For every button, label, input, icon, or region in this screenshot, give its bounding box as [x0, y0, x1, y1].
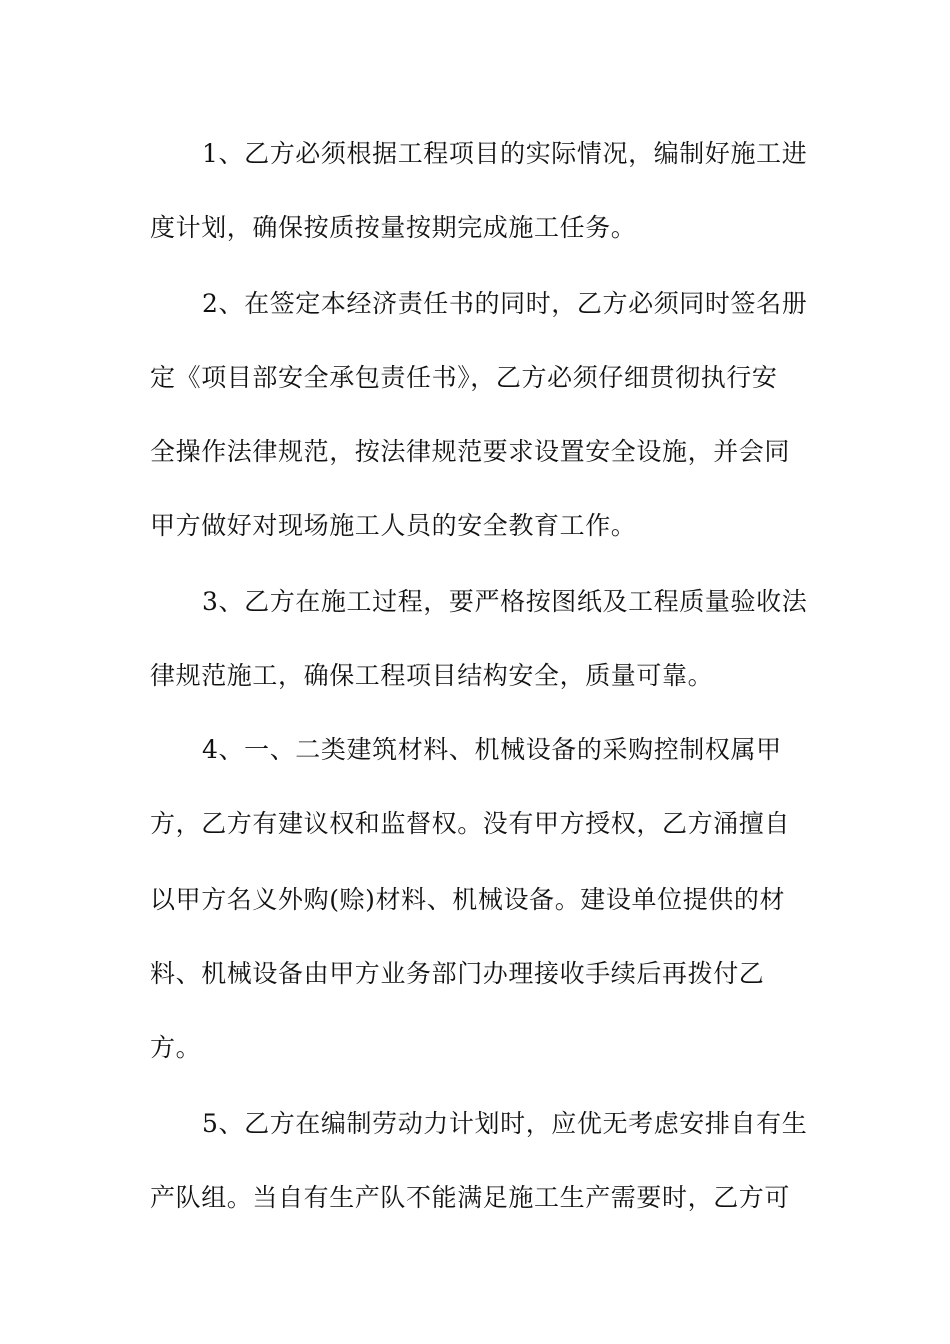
paragraph-4-line-5: 方。 [150, 1033, 202, 1062]
paragraph-4-line-2: 方，乙方有建议权和监督权。没有甲方授权，乙方涌擅自 [150, 809, 791, 838]
paragraph-5-line-2: 产队组。当自有生产队不能满足施工生产需要时，乙方可 [150, 1183, 791, 1212]
paragraph-4-line-3: 以甲方名义外购(赊)材料、机械设备。建设单位提供的材 [150, 885, 786, 914]
paragraph-3-line-1: 3、乙方在施工过程，要严格按图纸及工程质量验收法 [202, 587, 808, 616]
paragraph-2-line-4: 甲方做好对现场施工人员的安全教育工作。 [150, 511, 637, 540]
paragraph-1-line-2: 度计划，确保按质按量按期完成施工任务。 [150, 213, 637, 242]
paragraph-1-line-1: 1、乙方必须根据工程项目的实际情况，编制好施工进 [202, 139, 808, 168]
paragraph-2-line-3: 全操作法律规范，按法律规范要求设置安全设施，并会同 [150, 437, 791, 466]
paragraph-4-line-1: 4、一、二类建筑材料、机械设备的采购控制权属甲 [202, 735, 782, 764]
paragraph-4-line-4: 料、机械设备由甲方业务部门办理接收手续后再拨付乙 [150, 959, 765, 988]
paragraph-3-line-2: 律规范施工，确保工程项目结构安全，质量可靠。 [150, 661, 714, 690]
paragraph-5-line-1: 5、乙方在编制劳动力计划时，应优无考虑安排自有生 [202, 1109, 808, 1138]
paragraph-2-line-2: 定《项目部安全承包责任书》，乙方必须仔细贯彻执行安 [150, 363, 778, 392]
paragraph-2-line-1: 2、在签定本经济责任书的同时，乙方必须同时签名册 [202, 289, 808, 318]
